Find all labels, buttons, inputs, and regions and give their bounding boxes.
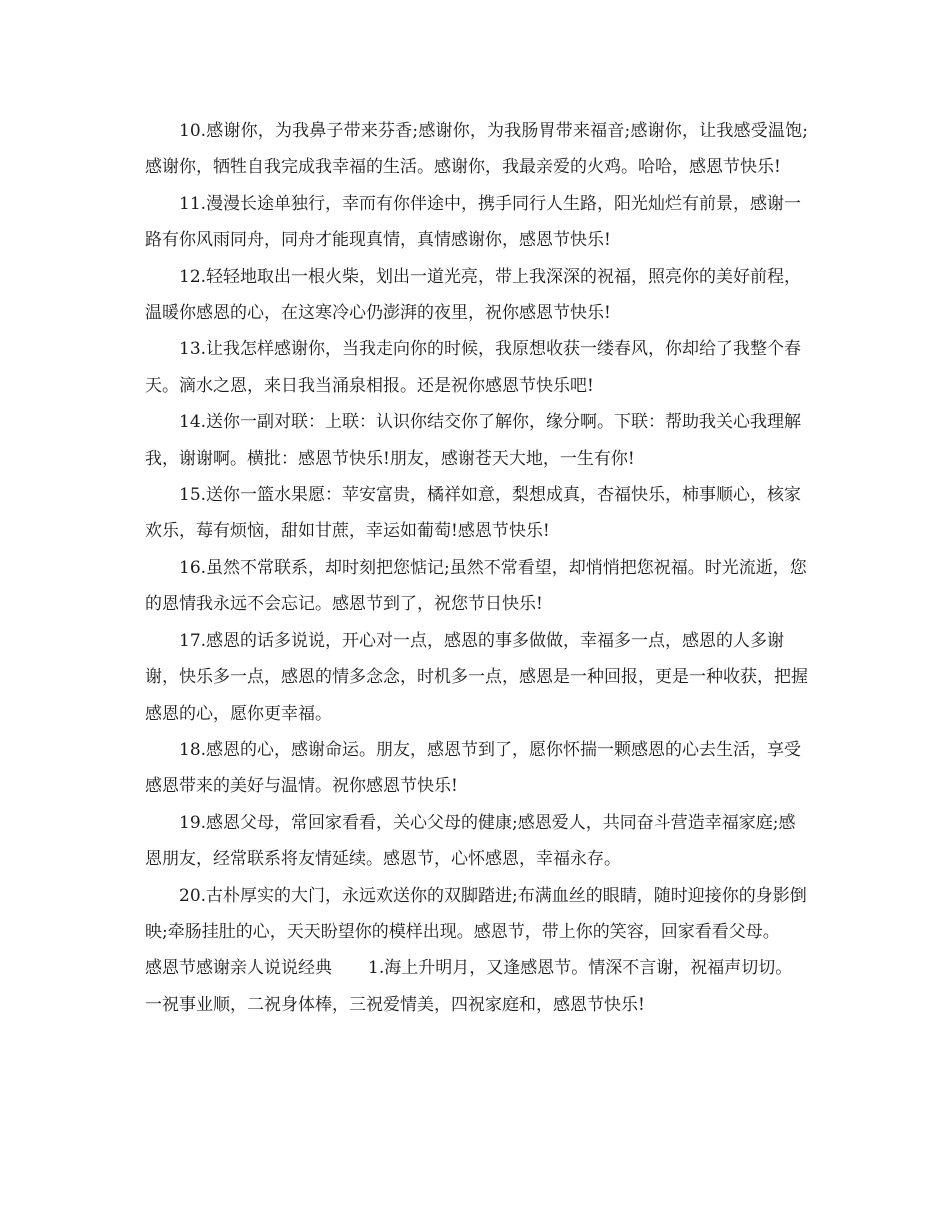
paragraph-15: 15.送你一篮水果愿：苹安富贵，橘祥如意，梨想成真，杏福快乐，柿事顺心，核家欢乐，莓有烦恼，甜如甘蔗，幸运如葡萄!感恩节快乐! xyxy=(145,485,802,542)
paragraph-11: 11.漫漫长途单独行，幸而有你伴途中，携手同行人生路，阳光灿烂有前景，感谢一路有你风雨同舟，同舟才能现真情，真情感谢你，感恩节快乐! xyxy=(145,193,802,251)
paragraph-16: 16.虽然不常联系，却时刻把您惦记;虽然不常看望，却悄悄把您祝福。时光流逝，您的恩情我永远不会忘记。感恩节到了，祝您节日快乐! xyxy=(145,557,807,615)
paragraph-10: 10.感谢你，为我鼻子带来芬香;感谢你，为我肠胃带来福音;感谢你，让我感受温饱;感谢你，牺牲自我完成我幸福的生活。感谢你，我最亲爱的火鸡。哈哈，感恩节快乐! xyxy=(145,121,808,178)
paragraph-12: 12.轻轻地取出一根火柴，划出一道光亮，带上我深深的祝福，照亮你的美好前程，温暖你感恩的心，在这寒冷心仍澎湃的夜里，祝你感恩节快乐! xyxy=(145,266,802,324)
paragraph-18: 18.感恩的心，感谢命运。朋友，感恩节到了，愿你怀揣一颗感恩的心去生活，享受感恩带来的美好与温情。祝你感恩节快乐! xyxy=(145,739,802,797)
document-body xyxy=(145,113,808,1023)
closing-paragraph: 1.海上升明月，又逢感恩节。情深不言谢，祝福声切切。一祝事业顺，二祝身体棒，三祝爱情美，四祝家庭和，感恩节快乐! xyxy=(145,958,793,1015)
closing-section xyxy=(145,950,808,1023)
paragraph-14: 14.送你一副对联：上联：认识你结交你了解你，缘分啊。下联：帮助我关心我理解我，谢谢啊。横批：感恩节快乐!朋友，感谢苍天大地，一生有你! xyxy=(145,412,802,469)
paragraph-20: 20.古朴厚实的大门，永远欢送你的双脚踏进;布满血丝的眼睛，随时迎接你的身影倒映;牵肠挂肚的心，天天盼望你的模样出现。感恩节，带上你的笑容，回家看看父母。 xyxy=(145,885,807,942)
paragraph-17: 17.感恩的话多说说，开心对一点，感恩的事多做做，幸福多一点，感恩的人多谢谢，快乐多一点，感恩的情多念念，时机多一点，感恩是一种回报，更是一种收获，把握感恩的心，愿你更幸福。 xyxy=(145,630,808,724)
paragraph-19: 19.感恩父母，常回家看看，关心父母的健康;感恩爱人，共同奋斗营造幸福家庭;感恩朋友，经常联系将友情延续。感恩节，心怀感恩，幸福永存。 xyxy=(145,812,796,870)
paragraph-13: 13.让我怎样感谢你，当我走向你的时候，我原想收获一缕春风，你却给了我整个春天。滴水之恩，来日我当涌泉相报。还是祝你感恩节快乐吧! xyxy=(145,339,802,396)
section-heading: 感恩节感谢亲人说说经典 xyxy=(145,958,332,979)
